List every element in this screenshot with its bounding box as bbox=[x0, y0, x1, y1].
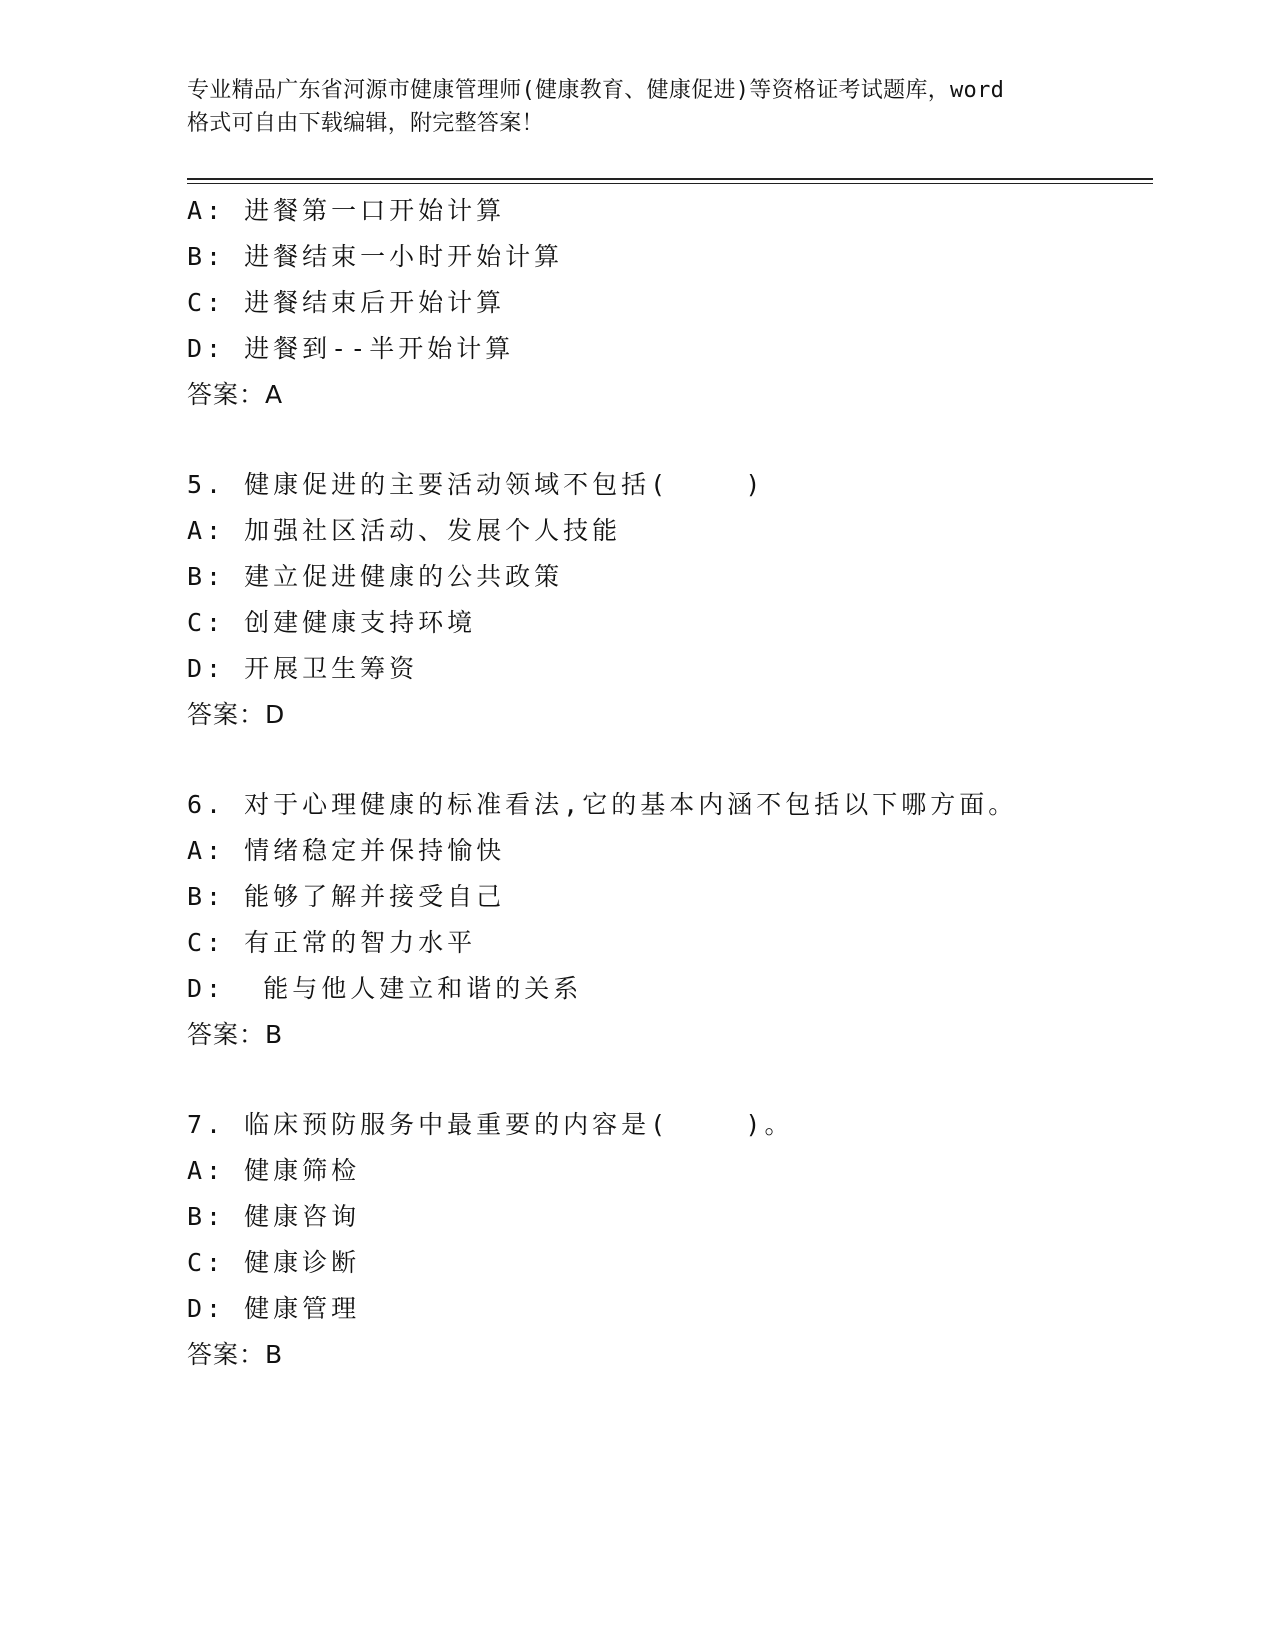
option-a: A: 健康筛检 bbox=[187, 1156, 361, 1185]
question-block-6 bbox=[187, 782, 1147, 1058]
option-d: D: 开展卫生筹资 bbox=[187, 654, 419, 683]
option-c: C: 创建健康支持环境 bbox=[187, 608, 477, 637]
question-block-4 bbox=[187, 188, 1147, 418]
option-a: A: 情绪稳定并保持愉快 bbox=[187, 836, 506, 865]
answer-line: 答案：B bbox=[187, 1340, 284, 1369]
option-d: D: 能与他人建立和谐的关系 bbox=[187, 974, 583, 1003]
option-a: A: 加强社区活动、发展个人技能 bbox=[187, 516, 622, 545]
question-text: 6. 对于心理健康的标准看法,它的基本内涵不包括以下哪方面。 bbox=[187, 790, 1018, 819]
option-b: B: 能够了解并接受自己 bbox=[187, 882, 506, 911]
question-block-5 bbox=[187, 462, 1147, 738]
question-text: 5. 健康促进的主要活动领域不包括( ) bbox=[187, 470, 765, 499]
option-d: D: 进餐到--半开始计算 bbox=[187, 334, 515, 363]
option-a: A: 进餐第一口开始计算 bbox=[187, 196, 506, 225]
spacer bbox=[187, 1058, 1147, 1102]
option-b: B: 进餐结束一小时开始计算 bbox=[187, 242, 564, 271]
question-block-7 bbox=[187, 1102, 1147, 1378]
header-line-2: 格式可自由下载编辑，附完整答案！ bbox=[187, 111, 544, 136]
option-b: B: 健康咨询 bbox=[187, 1202, 361, 1231]
option-c: C: 进餐结束后开始计算 bbox=[187, 288, 506, 317]
header-line-1: 专业精品广东省河源市健康管理师(健康教育、健康促进)等资格证考试题库，word bbox=[187, 78, 1005, 103]
header-divider-thick bbox=[187, 178, 1153, 180]
option-c: C: 有正常的智力水平 bbox=[187, 928, 477, 957]
question-text: 7. 临床预防服务中最重要的内容是( )。 bbox=[187, 1110, 794, 1139]
question-list bbox=[187, 188, 1147, 1378]
answer-line: 答案：D bbox=[187, 700, 286, 729]
answer-line: 答案：B bbox=[187, 1020, 284, 1049]
header-divider-thin bbox=[187, 183, 1153, 184]
spacer bbox=[187, 738, 1147, 782]
document-header bbox=[187, 74, 1107, 140]
spacer bbox=[187, 418, 1147, 462]
option-b: B: 建立促进健康的公共政策 bbox=[187, 562, 564, 591]
answer-line: 答案：A bbox=[187, 380, 284, 409]
option-d: D: 健康管理 bbox=[187, 1294, 361, 1323]
option-c: C: 健康诊断 bbox=[187, 1248, 361, 1277]
